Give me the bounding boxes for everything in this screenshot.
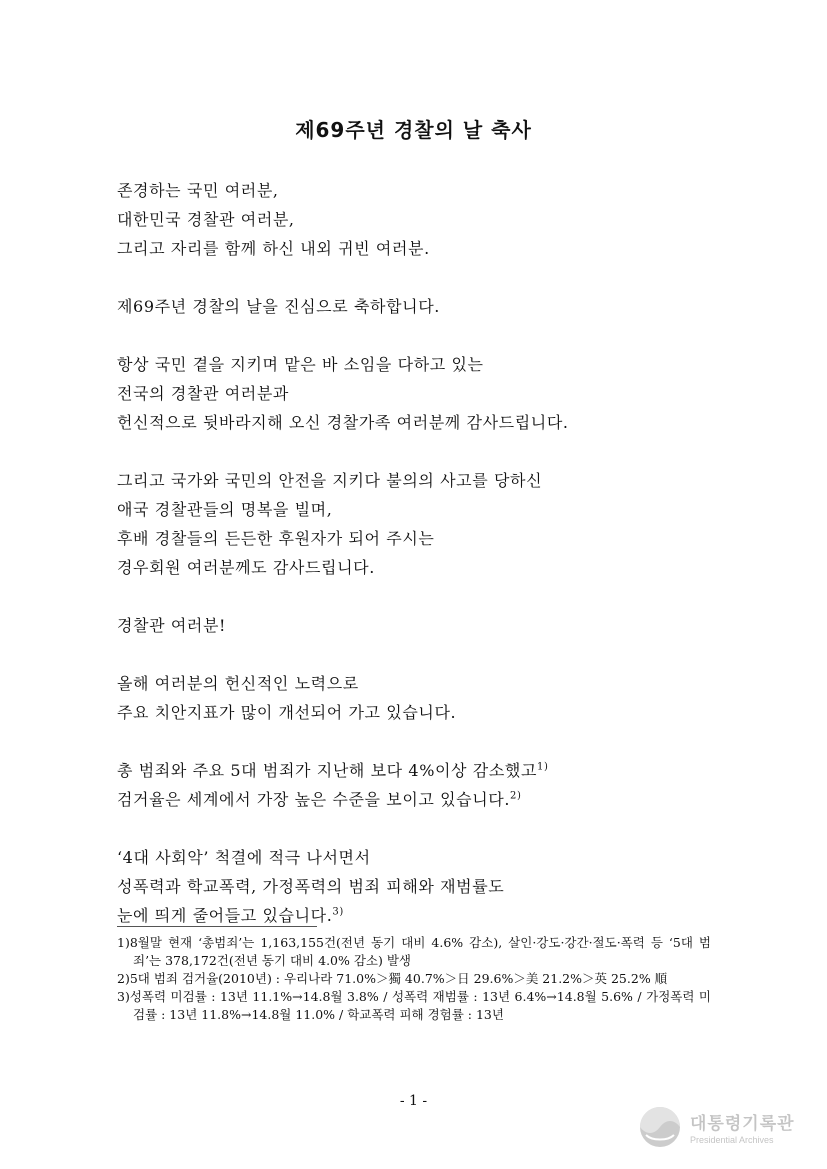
speech-line-text: 총 범죄와 주요 5대 범죄가 지난해 보다 4%이상 감소했고 xyxy=(117,761,538,780)
speech-line-text: 그리고 국가와 국민의 안전을 지키다 불의의 사고를 당하신 xyxy=(117,471,543,490)
speech-line-text: 항상 국민 곁을 지키며 맡은 바 소임을 다하고 있는 xyxy=(117,355,484,374)
speech-line-text: 그리고 자리를 함께 하신 내외 귀빈 여러분. xyxy=(117,239,430,258)
watermark-english: Presidential Archives xyxy=(690,1135,774,1145)
paragraph-gap xyxy=(117,263,737,292)
speech-line-text: 검거율은 세계에서 가장 높은 수준을 보이고 있습니다. xyxy=(117,790,511,809)
speech-line xyxy=(117,611,737,640)
footnote-item: 2)5대 범죄 검거율(2010년) : 우리나라 71.0%＞獨 40.7%＞日 29.6%＞美 21.2%＞英 25.2% 順 xyxy=(117,971,668,986)
speech-line xyxy=(117,698,737,727)
footnote-marker: 1) xyxy=(537,761,549,773)
paragraph-gap xyxy=(117,582,737,611)
speech-line xyxy=(117,872,737,901)
speech-line-text: 주요 치안지표가 많이 개선되어 가고 있습니다. xyxy=(117,703,457,722)
speech-line xyxy=(117,495,737,524)
speech-line xyxy=(117,350,737,379)
document-title: 제69주년 경찰의 날 축사 xyxy=(295,118,532,142)
speech-line xyxy=(117,234,737,263)
speech-line xyxy=(117,408,737,437)
speech-line-text: 경찰관 여러분! xyxy=(117,616,227,635)
speech-line-text: 눈에 띄게 줄어들고 있습니다. xyxy=(117,906,333,925)
speech-line-text: 대한민국 경찰관 여러분, xyxy=(117,210,295,229)
speech-line-text: 헌신적으로 뒷바라지해 오신 경찰가족 여러분께 감사드립니다. xyxy=(117,413,569,432)
footnote-marker: 3) xyxy=(332,906,344,918)
footnote-item: 3)성폭력 미검률 : 13년 11.1%→14.8월 3.8% / 성폭력 재범률 : 13년 6.4%→14.8월 5.6% / 가정폭력 미검률 : 13년 11.8%→14.8월 11.0% / 학교폭력 피해 경험률 : 13년 xyxy=(117,989,711,1022)
speech-line xyxy=(117,756,737,785)
speech-body xyxy=(117,176,737,930)
footnote-divider xyxy=(117,926,317,927)
paragraph-gap xyxy=(117,814,737,843)
speech-line-text: 후배 경찰들의 든든한 후원자가 되어 주시는 xyxy=(117,529,435,548)
page-number: - 1 - xyxy=(399,1093,428,1109)
speech-line-text: ‘4대 사회악’ 척결에 적극 나서면서 xyxy=(117,848,371,867)
speech-line-text: 존경하는 국민 여러분, xyxy=(117,181,279,200)
paragraph-gap xyxy=(117,727,737,756)
speech-line-text: 전국의 경찰관 여러분과 xyxy=(117,384,289,403)
speech-line xyxy=(117,669,737,698)
speech-line-text: 경우회원 여러분께도 감사드립니다. xyxy=(117,558,375,577)
speech-line-text: 제69주년 경찰의 날을 진심으로 축하합니다. xyxy=(117,297,440,316)
speech-line-text: 올해 여러분의 헌신적인 노력으로 xyxy=(117,674,359,693)
paragraph-gap xyxy=(117,640,737,669)
speech-line xyxy=(117,176,737,205)
footnotes xyxy=(117,934,711,1024)
paragraph-gap xyxy=(117,437,737,466)
speech-line xyxy=(117,524,737,553)
speech-line xyxy=(117,843,737,872)
speech-line-text: 애국 경찰관들의 명복을 빌며, xyxy=(117,500,333,519)
speech-line xyxy=(117,292,737,321)
speech-line-text: 성폭력과 학교폭력, 가정폭력의 범죄 피해와 재범률도 xyxy=(117,877,505,896)
paragraph-gap xyxy=(117,321,737,350)
archives-watermark xyxy=(638,1104,808,1150)
archives-logo-icon xyxy=(638,1105,682,1149)
speech-line xyxy=(117,379,737,408)
speech-line xyxy=(117,785,737,814)
speech-line xyxy=(117,553,737,582)
speech-line xyxy=(117,466,737,495)
footnote-item: 1)8월말 현재 ‘총범죄’는 1,163,155건(전년 동기 대비 4.6% 감소), 살인·강도·강간·절도·폭력 등 ‘5대 범죄’는 378,172건(전년 동기 대비 4.0% 감소) 발생 xyxy=(117,935,711,968)
speech-line xyxy=(117,205,737,234)
footnote-marker: 2) xyxy=(510,790,522,802)
watermark-korean: 대통령기록관 xyxy=(690,1114,795,1134)
